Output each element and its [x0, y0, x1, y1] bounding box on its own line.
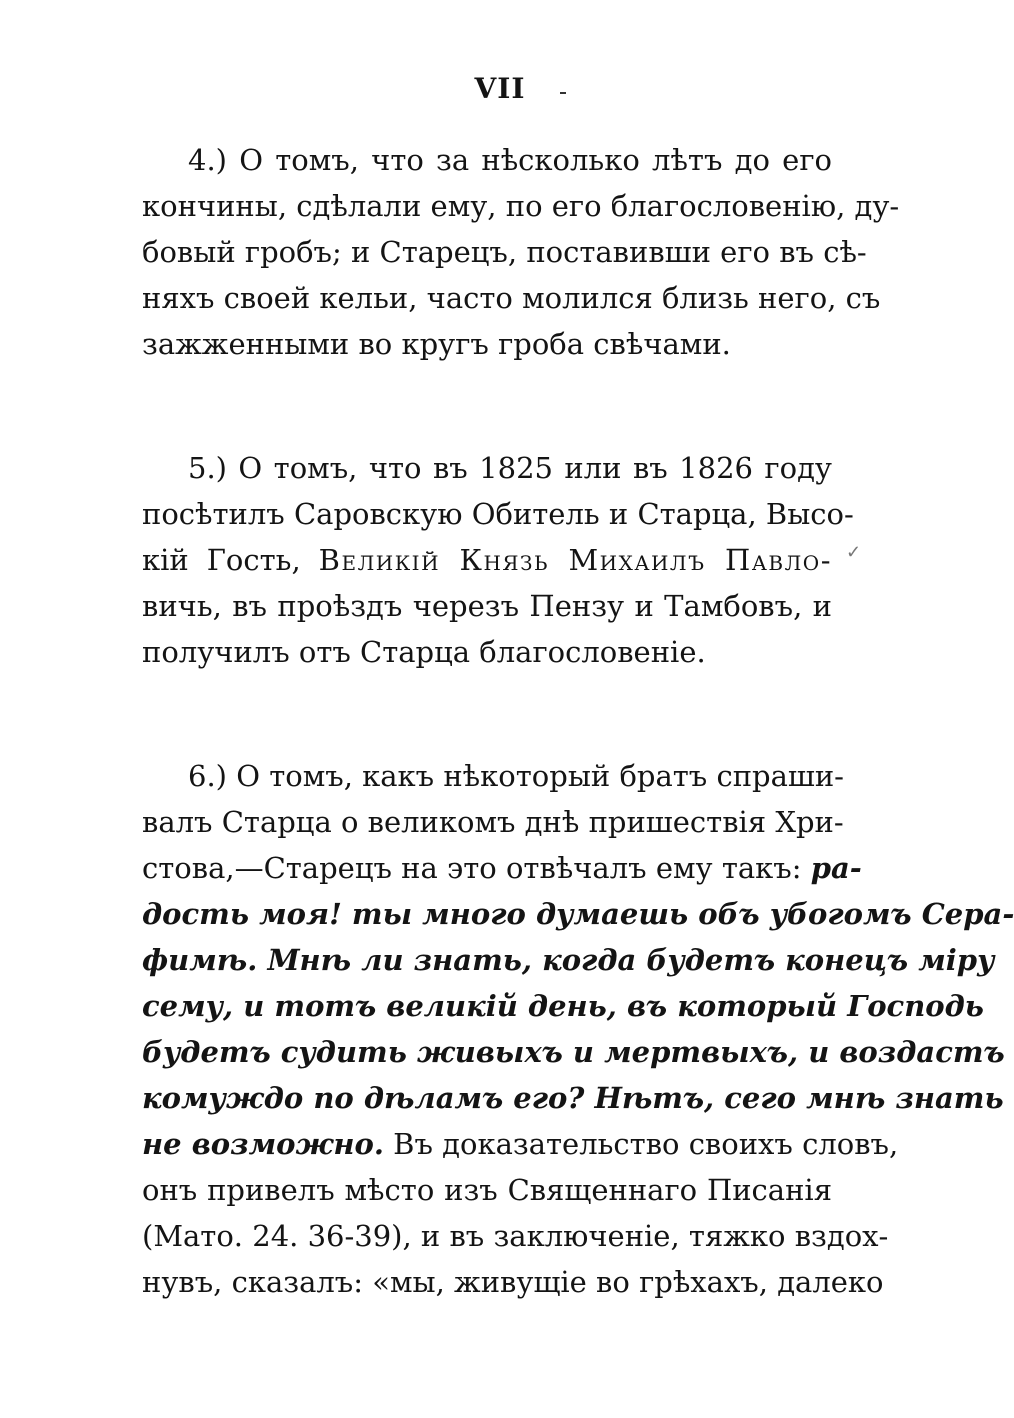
paragraph-line: нувъ, сказалъ: «мы, живущіе во грѣхахъ, далеко — [142, 1265, 884, 1299]
paragraph-line: зажженными во кругъ гроба свѣчами. — [142, 327, 731, 361]
page-number: VII — [474, 72, 526, 105]
quoted-speech-line: будетъ судить живыхъ и мертвыхъ, и воздастъ — [142, 1035, 1005, 1069]
text-run: Въ доказательство своихъ словъ, — [383, 1127, 899, 1161]
paragraph-line: 4.) О томъ, что за нѣсколько лѣтъ до его — [188, 143, 832, 177]
paragraph-line: получилъ отъ Старца благословеніе. — [142, 635, 706, 669]
paragraph-line: (Мато. 24. 36-39), и въ заключеніе, тяжко вздох- — [142, 1219, 889, 1253]
text-run: стова,—Старецъ на это отвѣчалъ ему такъ: — [142, 851, 811, 885]
paragraph-line: валъ Старца о великомъ днѣ пришествія Хри- — [142, 805, 844, 839]
grand-duke-name: Великій Князь Михаилъ Павло- — [318, 543, 832, 577]
stray-ink-mark — [560, 92, 566, 94]
paragraph-4 — [142, 137, 900, 367]
quoted-speech: не возможно. — [142, 1127, 384, 1161]
paragraph-line: 5.) О томъ, что въ 1825 или въ 1826 году — [188, 451, 832, 485]
paragraph-line: бовый гробъ; и Старецъ, поставивши его въ сѣ- — [142, 235, 867, 269]
paragraph-line: няхъ своей кельи, часто молился близь него, съ — [142, 281, 881, 315]
paragraph-5 — [142, 445, 854, 675]
paragraph-line — [142, 1121, 899, 1167]
quoted-speech-line: комуждо по дѣламъ его? Нѣтъ, сего мнѣ знать — [142, 1081, 1004, 1115]
quoted-speech-line: фимѣ. Мнѣ ли знать, когда будетъ конецъ міру — [142, 943, 995, 977]
margin-check-mark: ✓ — [846, 542, 862, 563]
paragraph-line: онъ привелъ мѣсто изъ Священнаго Писанія — [142, 1173, 832, 1207]
paragraph-6 — [142, 753, 1014, 1305]
quoted-speech: ра- — [810, 851, 862, 885]
quoted-speech-line: дость моя! ты много думаешь объ убогомъ Сера- — [142, 897, 1014, 931]
paragraph-line: кончины, сдѣлали ему, по его благословенію, ду- — [142, 189, 900, 223]
paragraph-line: вичь, въ проѣздъ черезъ Пензу и Тамбовъ, и — [142, 589, 832, 623]
paragraph-line — [142, 537, 832, 583]
quoted-speech-line: сему, и тотъ великій день, въ который Господь — [142, 989, 984, 1023]
text-run: кій Гость, — [142, 543, 319, 577]
paragraph-line: посѣтилъ Саровскую Обитель и Старца, Высо- — [142, 497, 854, 531]
paragraph-line — [142, 845, 862, 891]
paragraph-line: 6.) О томъ, какъ нѣкоторый братъ спраши- — [188, 759, 844, 793]
